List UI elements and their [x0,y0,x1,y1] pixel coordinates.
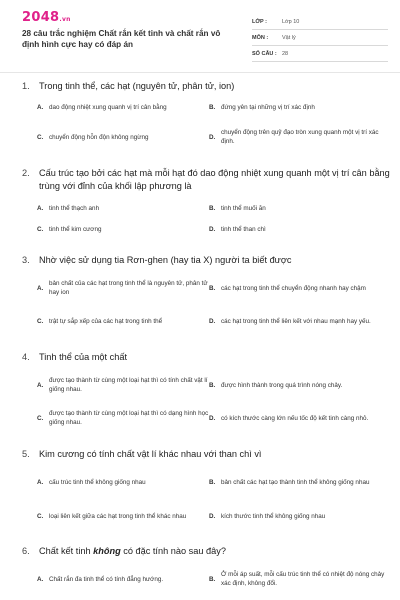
meta-row-class [252,14,388,30]
question-number: 3. [22,255,30,265]
option-text: chuyển động hỗn độn không ngừng [49,133,149,141]
option-b[interactable]: B. Ở mỗi áp suất, mỗi cấu trúc tinh thể có nhiệt độ nóng chảy xác định, không đổi. [209,568,392,590]
option-text: kích thước tinh thể không giống nhau [221,512,326,520]
question-stem [22,80,392,93]
question-text: Trong tinh thể, các hạt (nguyên tử, phân tử, ion) [39,81,235,91]
option-text: tinh thể than chì [221,225,266,233]
document-title: 28 câu trắc nghiệm Chất rắn kết tinh và chất rắn vô định hình cực hay có đáp án [22,29,221,49]
option-c[interactable]: C. được tạo thành từ cùng một loại hạt thì có dạng hình học giống nhau. [37,410,209,426]
option-d[interactable]: D. kích thước tinh thể không giống nhau [209,505,392,527]
document-meta [252,14,388,62]
option-c[interactable]: C. chuyển động hỗn độn không ngừng [37,126,209,148]
question-5 [22,448,392,520]
option-text: cấu trúc tinh thể không giống nhau [49,478,146,486]
question-6 [22,545,392,587]
question-text: Nhờ việc sử dụng tia Rơn-ghen (hay tia X) người ta biết được [39,255,292,265]
question-text: Tinh thể của một chất [39,352,128,362]
option-text: trật tự sắp xếp của các hạt trong tinh thể [49,317,163,325]
option-text: được tạo thành từ cùng một loại hạt thì có dạng hình học giống nhau. [49,410,209,426]
option-a[interactable]: A. bản chất của các hạt trong tinh thể là nguyên tử, phân tử hay ion [37,280,208,296]
document-header [0,0,400,70]
meta-value-class: Lớp 10 [282,18,300,25]
option-b[interactable]: B. đứng yên tại những vị trí xác định [209,100,392,114]
option-text: tinh thể muối ăn [221,204,266,212]
meta-row-subject [252,30,388,46]
question-stem [22,545,392,558]
question-1 [22,80,392,145]
option-d[interactable]: D. có kích thước càng lớn nếu tốc độ kết tinh càng nhỏ. [209,407,392,429]
option-text: bản chất của các hạt trong tinh thể là nguyên tử, phân tử hay ion [49,280,208,296]
option-a[interactable]: A. cấu trúc tinh thể không giống nhau [37,471,209,493]
meta-value-count: 28 [282,50,289,57]
option-text: Chất rắn đa tinh thể có tính đẳng hướng. [49,575,164,583]
option-text: có kích thước càng lớn nếu tốc độ kết tinh càng nhỏ. [221,414,369,422]
question-3 [22,254,392,325]
question-number: 1. [22,81,30,91]
question-text-after: có đặc tính nào sau đây? [120,546,226,556]
option-text: chuyển động trên quỹ đạo tròn xung quanh một vị trí xác định. [221,129,379,145]
option-text: đứng yên tại những vị trí xác định [221,103,315,111]
question-text-before: Chất kết tinh [39,546,94,556]
logo-tld: .vn [59,16,71,23]
question-stem [22,167,392,193]
option-text: được hình thành trong quá trình nóng chảy. [221,381,343,389]
question-text: Cấu trúc tạo bởi các hạt mà mỗi hạt đó dao động nhiệt xung quanh một vị trí cân bằng trùng với đỉnh của khối lập phương là [39,168,390,191]
option-b[interactable]: B. được hình thành trong quá trình nóng chảy. [209,374,392,396]
option-text: Ở mỗi áp suất, mỗi cấu trúc tinh thể có nhiệt độ nóng chảy xác định, không đổi. [221,571,385,587]
option-a[interactable]: A. được tạo thành từ cùng một loại hạt thì có tính chất vật lí giống nhau. [37,377,208,393]
question-number: 4. [22,352,30,362]
option-text: tinh thể thạch anh [49,204,100,212]
question-2 [22,167,392,233]
option-b[interactable]: B. bản chất các hạt tạo thành tinh thể không giống nhau [209,471,392,493]
option-c[interactable]: C. trật tự sắp xếp của các hạt trong tinh thể [37,310,209,332]
meta-value-subject: Vật lý [282,34,296,41]
option-a[interactable]: A. tinh thể thạch anh [37,201,209,215]
option-a[interactable]: A. dao động nhiệt xung quanh vị trí cân bằng [37,100,209,114]
logo-main: 2048 [22,10,60,25]
option-c[interactable]: C. tinh thể kim cương [37,222,209,236]
question-stem [22,448,392,461]
option-text: tinh thể kim cương [49,225,102,233]
meta-key-class: LỚP : [252,18,267,25]
question-4 [22,351,392,426]
question-text-emphasis: không [93,546,121,556]
question-number: 2. [22,168,30,178]
option-c[interactable]: C. loại liên kết giữa các hạt trong tinh thể khác nhau [37,505,209,527]
option-text: các hạt trong tinh thể chuyển động nhanh hay chậm [221,284,366,292]
question-number: 5. [22,449,30,459]
option-a[interactable]: A. Chất rắn đa tinh thể có tính đẳng hướng. [37,568,209,590]
question-text: Kim cương có tính chất vật lí khác nhau với than chì vì [39,449,262,459]
option-b[interactable]: B. tinh thể muối ăn [209,201,392,215]
option-text: được tạo thành từ cùng một loại hạt thì có tính chất vật lí giống nhau. [49,377,208,393]
option-text: dao động nhiệt xung quanh vị trí cân bằng [49,103,167,111]
option-b[interactable]: B. các hạt trong tinh thể chuyển động nhanh hay chậm [209,277,392,299]
question-text [39,545,392,558]
question-stem [22,254,392,267]
option-d[interactable]: D. chuyển động trên quỹ đạo tròn xung quanh một vị trí xác định. [209,126,392,148]
option-d[interactable]: D. các hạt trong tinh thể liên kết với nhau mạnh hay yếu. [209,310,392,332]
option-text: loại liên kết giữa các hạt trong tinh thể khác nhau [49,512,187,520]
meta-key-subject: MÔN : [252,34,269,41]
option-text: các hạt trong tinh thể liên kết với nhau mạnh hay yếu. [221,317,371,325]
option-d[interactable]: D. tinh thể than chì [209,222,392,236]
option-text: bản chất các hạt tạo thành tinh thể không giống nhau [221,478,370,486]
question-number: 6. [22,546,30,556]
meta-key-count: SỐ CÂU : [252,50,277,57]
meta-row-count [252,46,388,62]
question-stem [22,351,392,364]
header-divider [0,72,400,73]
